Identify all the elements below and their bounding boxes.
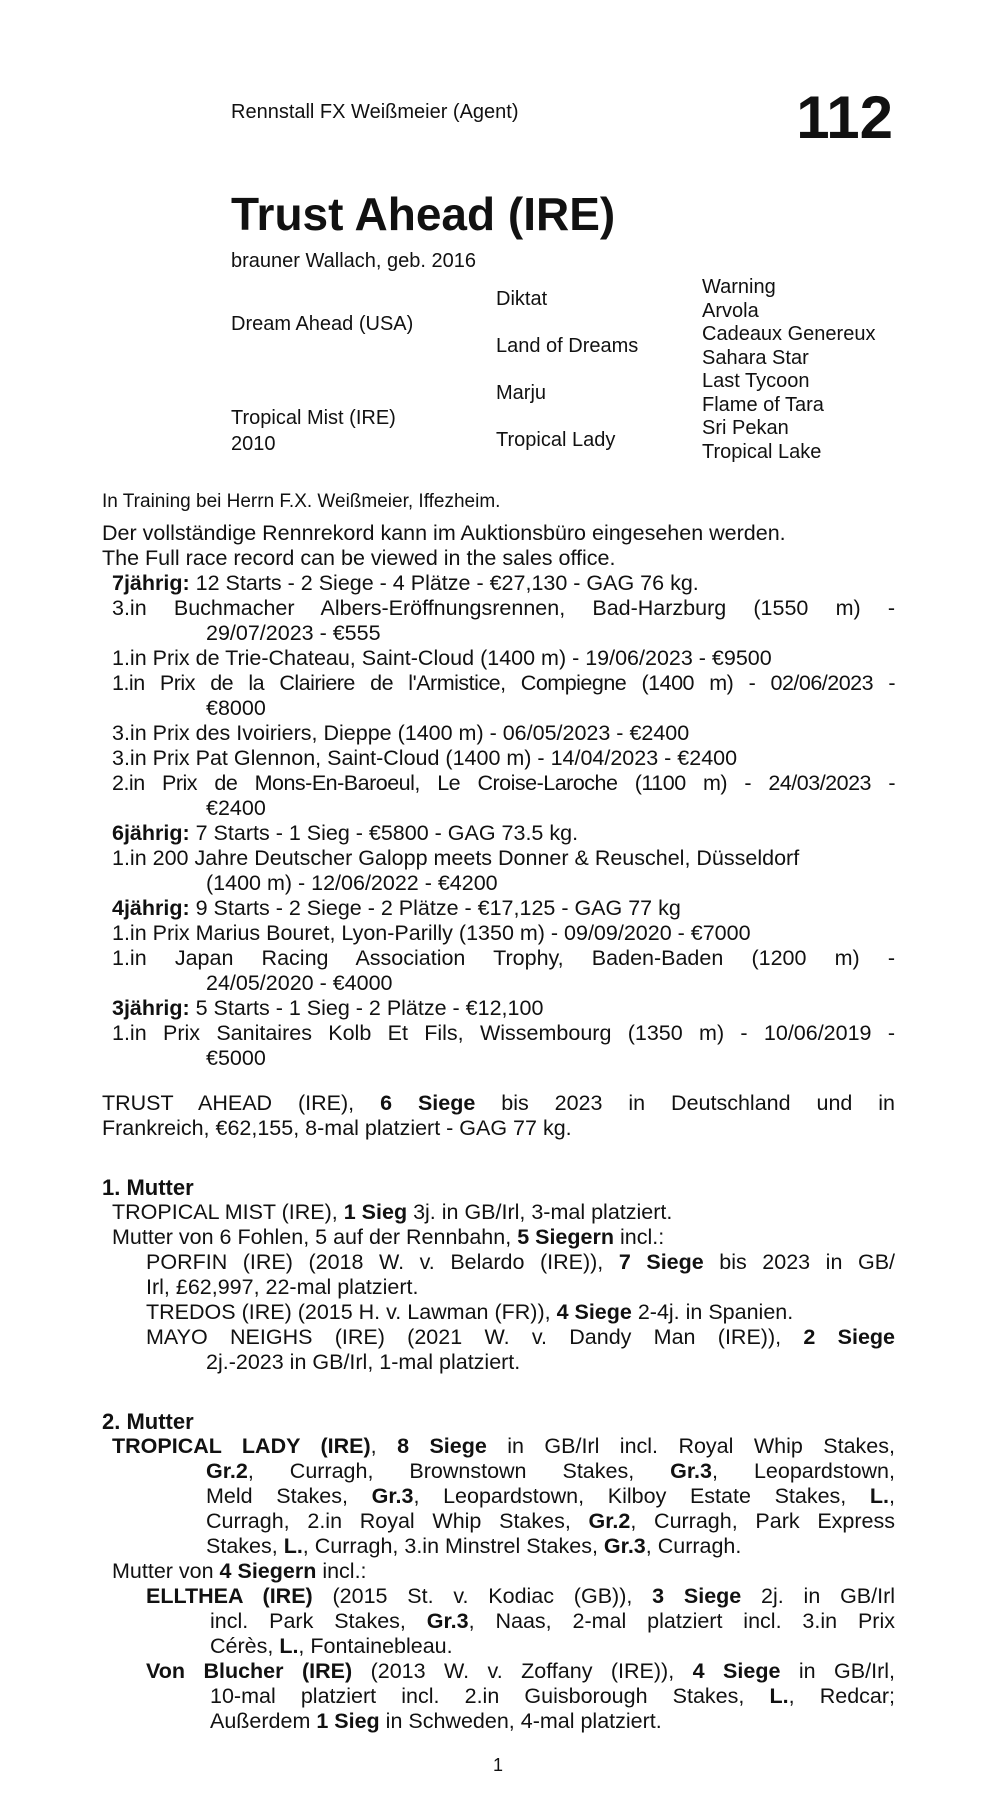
produce-entry-cont: incl. Park Stakes, Gr.3, Naas, 2-mal platziert incl. 3.in Prix (210, 1609, 895, 1633)
produce-entry-cont: Cérès, L., Fontainebleau. (210, 1634, 453, 1658)
race-entry: 3.in Prix des Ivoiriers, Dieppe (1400 m) - 06/05/2023 - €2400 (112, 721, 690, 745)
race-entry: 1.in Prix Marius Bouret, Lyon-Parilly (1350 m) - 09/09/2020 - €7000 (112, 921, 751, 945)
race-entry-cont: €2400 (206, 796, 266, 820)
produce-entry: PORFIN (IRE) (2018 W. v. Belardo (IRE)), 7 Siege bis 2023 in GB/ (146, 1250, 896, 1274)
career-summary-cont: Frankreich, €62,155, 8-mal platziert - GAG 77 kg. (102, 1116, 572, 1140)
race-entry: 2.in Prix de Mons-En-Baroeul, Le Croise-Laroche (1100 m) - 24/03/2023 - (112, 771, 895, 795)
pedigree-dam-year: 2010 (231, 433, 276, 455)
year-4-summary: 4jährig: 9 Starts - 2 Siege - 2 Plätze - €17,125 - GAG 77 kg (112, 896, 681, 920)
second-dam-line: Gr.2, Curragh, Brownstown Stakes, Gr.3, Leopardstown, (206, 1459, 895, 1483)
horse-name: Trust Ahead (IRE) (231, 188, 616, 240)
race-entry: 1.in Japan Racing Association Trophy, Baden-Baden (1200 m) - (112, 946, 895, 970)
race-entry-cont: (1400 m) - 12/06/2022 - €4200 (206, 871, 498, 895)
second-dam-heading: 2. Mutter (102, 1409, 194, 1434)
pedigree-g3-8: Tropical Lake (702, 441, 822, 463)
race-record (102, 521, 895, 1734)
horse-description: brauner Wallach, geb. 2016 (231, 250, 476, 272)
race-entry: 1.in 200 Jahre Deutscher Galopp meets Donner & Reuschel, Düsseldorf (112, 846, 800, 870)
produce-entry-cont: 2j.-2023 in GB/Irl, 1-mal platziert. (206, 1350, 521, 1374)
race-entry: 1.in Prix de la Clairiere de l'Armistice, Compiegne (1400 m) - 02/06/2023 - (112, 671, 895, 695)
produce-entry: MAYO NEIGHS (IRE) (2021 W. v. Dandy Man (IRE)), 2 Siege (146, 1325, 895, 1349)
pedigree-g3-7: Sri Pekan (702, 417, 789, 439)
race-entry: 3.in Buchmacher Albers-Eröffnungsrennen, Bad-Harzburg (1550 m) - (112, 596, 895, 620)
second-dam-produce: Mutter von 4 Siegern incl.: (112, 1559, 367, 1583)
pedigree-dam: Tropical Mist (IRE) (231, 407, 396, 429)
career-summary: TRUST AHEAD (IRE), 6 Siege bis 2023 in Deutschland und in (102, 1091, 896, 1115)
race-entry-cont: €8000 (206, 696, 266, 720)
second-dam-line: TROPICAL LADY (IRE), 8 Siege in GB/Irl incl. Royal Whip Stakes, (112, 1434, 895, 1458)
pedigree-g3-6: Flame of Tara (702, 394, 824, 416)
record-note-de: Der vollständige Rennrekord kann im Auktionsbüro eingesehen werden. (102, 521, 786, 545)
pedigree-g3-4: Sahara Star (702, 347, 809, 369)
record-note-en: The Full race record can be viewed in the sales office. (102, 546, 616, 570)
race-entry: 1.in Prix de Trie-Chateau, Saint-Cloud (1400 m) - 19/06/2023 - €9500 (112, 646, 772, 670)
race-entry: 3.in Prix Pat Glennon, Saint-Cloud (1400 m) - 14/04/2023 - €2400 (112, 746, 738, 770)
pedigree-dam-sire: Marju (496, 382, 547, 404)
lot-number: 112 (796, 84, 893, 151)
produce-entry: ELLTHEA (IRE) (2015 St. v. Kodiac (GB)), 3 Siege 2j. in GB/Irl (146, 1584, 896, 1608)
pedigree-g3-5: Last Tycoon (702, 370, 810, 392)
pedigree-g3-1: Warning (702, 276, 776, 298)
pedigree-g3-2: Arvola (702, 300, 759, 322)
training-note: In Training bei Herrn F.X. Weißmeier, Iffezheim. (102, 491, 501, 512)
second-dam-line: Stakes, L., Curragh, 3.in Minstrel Stakes, Gr.3, Curragh. (206, 1534, 742, 1558)
first-dam-heading: 1. Mutter (102, 1175, 194, 1200)
produce-entry: TREDOS (IRE) (2015 H. v. Lawman (FR)), 4 Siege 2-4j. in Spanien. (146, 1300, 794, 1324)
race-entry-cont: 24/05/2020 - €4000 (206, 971, 393, 995)
pedigree-sire-sire: Diktat (496, 288, 548, 310)
produce-entry: Von Blucher (IRE) (2013 W. v. Zoffany (IRE)), 4 Siege in GB/Irl, (146, 1659, 895, 1683)
first-dam-produce: Mutter von 6 Fohlen, 5 auf der Rennbahn, 5 Siegern incl.: (112, 1225, 665, 1249)
second-dam-line: Meld Stakes, Gr.3, Leopardstown, Kilboy Estate Stakes, L., (206, 1484, 896, 1508)
year-6-summary: 6jährig: 7 Starts - 1 Sieg - €5800 - GAG 73.5 kg. (112, 821, 579, 845)
pedigree-sire: Dream Ahead (USA) (231, 313, 414, 335)
first-dam-line: TROPICAL MIST (IRE), 1 Sieg 3j. in GB/Irl, 3-mal platziert. (112, 1200, 673, 1224)
race-entry-cont: €5000 (206, 1046, 266, 1070)
pedigree-g3-3: Cadeaux Genereux (702, 323, 876, 345)
race-entry-cont: 29/07/2023 - €555 (206, 621, 381, 645)
second-dam-line: Curragh, 2.in Royal Whip Stakes, Gr.2, Curragh, Park Express (206, 1509, 895, 1533)
produce-entry-cont: Irl, £62,997, 22-mal platziert. (146, 1275, 419, 1299)
pedigree-sire-dam: Land of Dreams (496, 335, 639, 357)
consignor: Rennstall FX Weißmeier (Agent) (231, 101, 519, 123)
year-3-summary: 3jährig: 5 Starts - 1 Sieg - 2 Plätze - €12,100 (112, 996, 544, 1020)
produce-entry-cont: 10-mal platziert incl. 2.in Guisborough Stakes, L., Redcar; (210, 1684, 895, 1708)
produce-entry-cont: Außerdem 1 Sieg in Schweden, 4-mal platziert. (210, 1709, 662, 1733)
pedigree-dam-dam: Tropical Lady (496, 429, 616, 451)
page-number: 1 (493, 1755, 504, 1775)
race-entry: 1.in Prix Sanitaires Kolb Et Fils, Wissembourg (1350 m) - 10/06/2019 - (112, 1021, 895, 1045)
year-7-summary: 7jährig: 12 Starts - 2 Siege - 4 Plätze - €27,130 - GAG 76 kg. (112, 571, 699, 595)
